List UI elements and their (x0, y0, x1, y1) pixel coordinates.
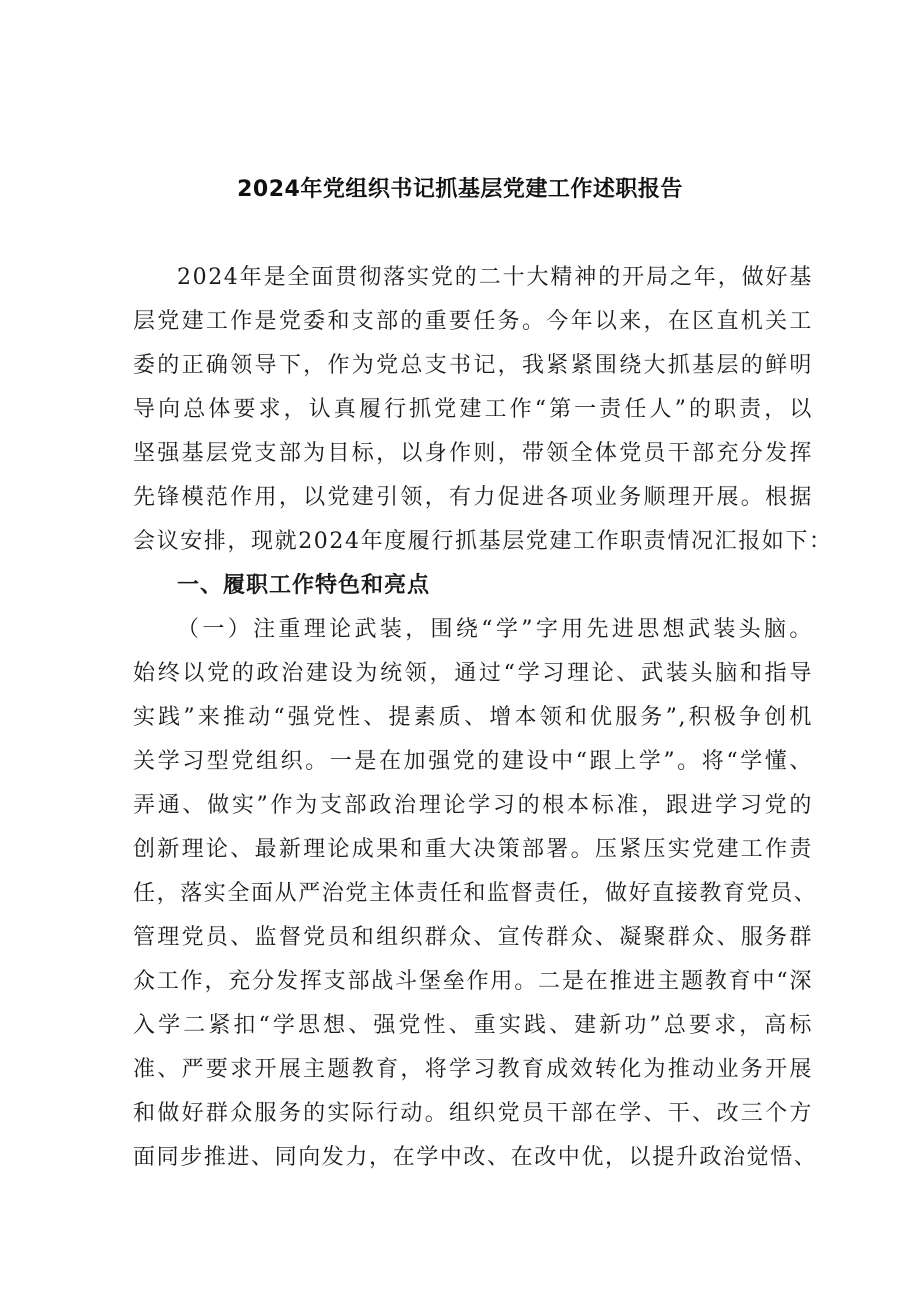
paragraph-line: 弄通、做实”作为支部政治理论学习的根本标准，跟进学习党的 (133, 793, 813, 818)
paragraph-line: 关学习型党组织。一是在加强党的建设中“跟上学”。将“学懂、 (133, 749, 813, 774)
paragraph-line: 导向总体要求，认真履行抓党建工作“第一责任人”的职责，以 (133, 397, 813, 422)
paragraph-line: 坚强基层党支部为目标，以身作则，带领全体党员干部充分发挥 (133, 441, 813, 466)
paragraph-line: 任，落实全面从严治党主体责任和监督责任，做好直接教育党员、 (133, 881, 818, 906)
paragraph-line: （一）注重理论武装，围绕“学”字用先进思想武装头脑。 (177, 617, 813, 642)
section-heading: 一、履职工作特色和亮点 (177, 573, 431, 598)
paragraph-line: 面同步推进、同向发力，在学中改、在改中优，以提升政治觉悟、 (133, 1145, 818, 1170)
document-title: 2024年党组织书记抓基层党建工作述职报告 (237, 177, 683, 202)
paragraph-line: 2024年是全面贯彻落实党的二十大精神的开局之年，做好基 (177, 265, 813, 290)
paragraph-line: 和做好群众服务的实际行动。组织党员干部在学、干、改三个方 (133, 1101, 813, 1126)
paragraph-line: 管理党员、监督党员和组织群众、宣传群众、凝聚群众、服务群 (133, 925, 813, 950)
paragraph-line: 会议安排，现就2024年度履行抓基层党建工作职责情况汇报如下： (133, 529, 833, 554)
paragraph-line: 创新理论、最新理论成果和重大决策部署。压紧压实党建工作责 (133, 837, 813, 862)
paragraph-line: 先锋模范作用，以党建引领，有力促进各项业务顺理开展。根据 (133, 485, 813, 510)
paragraph-line: 众工作，充分发挥支部战斗堡垒作用。二是在推进主题教育中“深 (133, 969, 813, 994)
paragraph-line: 实践”来推动“强党性、提素质、增本领和优服务”,积极争创机 (133, 705, 813, 730)
paragraph-line: 入学二紧扣“学思想、强党性、重实践、建新功”总要求，高标 (133, 1013, 813, 1038)
paragraph-line: 始终以党的政治建设为统领，通过“学习理论、武装头脑和指导 (133, 661, 813, 686)
paragraph-line: 委的正确领导下，作为党总支书记，我紧紧围绕大抓基层的鲜明 (133, 353, 813, 378)
paragraph-line: 准、严要求开展主题教育，将学习教育成效转化为推动业务开展 (133, 1057, 813, 1082)
paragraph-line: 层党建工作是党委和支部的重要任务。今年以来，在区直机关工 (133, 309, 813, 334)
document-body (133, 256, 833, 1180)
